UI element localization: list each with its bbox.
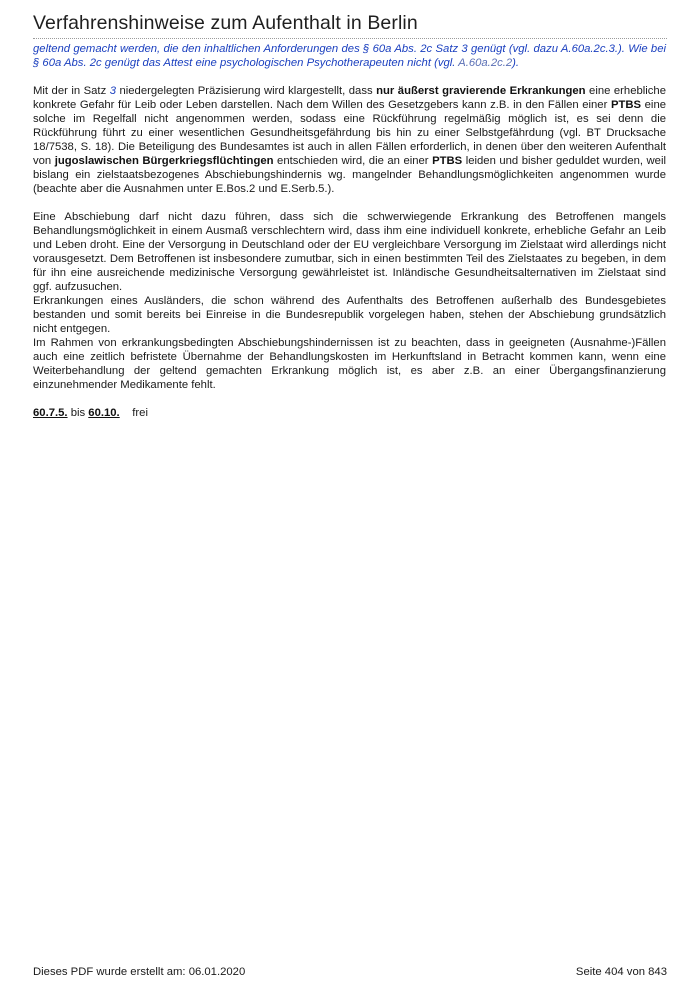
satz-number-link[interactable]: 3 [109,85,116,97]
footer-created-date: Dieses PDF wurde erstellt am: 06.01.2020 [33,966,246,978]
paragraph-behandlungskosten: Im Rahmen von erkrankungsbedingten Abschiebungshindernissen ist zu beachten, dass in geeigneten (Ausnahme-)Fällen auch eine zeitlich befristete Übernahme der Behandlungskosten im Herkunftsland in Betracht kommen kann, wenn eine Weiterbehandlung der geltend gemachten Erkrankung möglich ist, es aber z.B. an einer Übergangsfinanzierung einzunehmender Medikamente fehlt. [33,337,666,391]
emphasis-ptbs: PTBS [432,155,463,167]
section-status-text: frei [132,407,148,419]
spacer [33,70,666,84]
intro-paragraph [33,42,666,70]
section-link-60-10[interactable]: 60.10. [88,407,120,419]
text: eine erhebliche konkrete Gefahr für Leib oder Leben darstellen. Nach dem Willen des Gesetzgebers kann z.B. in den Fällen einer [33,85,666,111]
text: eine solche im Regelfall nicht angenommen werden, sodass eine Rückführung regelmäßig möglich ist, es sei denn die Rückführung führt zu einer wesentlichen Gesundheitsgefährdung bis hin zu einer Selbstgefährdung (vgl. BT Drucksache 18/7538, S. 18). Die Beteiligung des Bundesamtes ist auch in allen Fällen erforderlich, in denen über den weiteren Aufenthalt von [33,99,667,167]
emphasis-gravierende-erkrankungen: nur äußerst gravierende Erkrankungen [376,85,586,97]
text: Mit der in Satz [33,85,110,97]
emphasis-ptbs: PTBS [610,99,642,111]
section-bis-text: bis [67,407,89,419]
section-link-60-7-5[interactable]: 60.7.5. [33,407,68,419]
spacer [33,196,666,210]
section-status [120,407,148,419]
intro-text: geltend gemacht werden, die den inhaltlichen Anforderungen des § 60a Abs. 2c Satz 3 genügt (vgl. dazu A.60a.2c.3.). Wie bei § 60a Abs. 2c genügt das Attest eine psychologischen Psychotherapeuten nicht (vgl. [33,43,666,69]
page-header-title: Verfahrenshinweise zum Aufenthalt in Berlin [33,12,418,34]
text: leiden und bisher geduldet wurden, weil bislang ein zielstaatsbezogenes Abschiebungshindernis wg. mangelnder Behandlungsmöglichkeiten angenommen wurde (beachte aber die Ausnahmen unter E.Bos.2 und E.Serb.5.). [33,155,666,195]
text: niedergelegten Präzisierung wird klargestellt, dass [116,85,377,97]
document-body [33,42,666,420]
paragraph-erkrankungen: Erkrankungen eines Ausländers, die schon während des Aufenthalts des Betroffenen außerhalb des Bundesgebietes bestanden und somit bereits bei Einreise in die Bundesrepublik vorgelegen haben, stehen der Abschiebung grundsätzlich nicht entgegen. [33,295,666,335]
emphasis-buergerkriegsfluechtlinge: jugoslawischen Bürgerkriegsflüchtingen [54,155,274,167]
paragraph-satz3 [33,84,666,196]
header-divider [33,38,667,39]
intro-reference-link[interactable]: A.60a.2c.2 [458,57,513,69]
paragraph-abschiebung: Eine Abschiebung darf nicht dazu führen, dass sich die schwerwiegende Erkrankung des Betroffenen mangels Behandlungsmöglichkeit in einem Ausmaß verschlechtern wird, dass ihm eine individuell konkrete, erhebliche Gefahr an Leib und Leben droht. Eine der Versorgung in Deutschland oder der EU vergleichbare Versorgung im Zielstaat wird allerdings nicht vorausgesetzt. Dem Betroffenen ist insbesondere zumutbar, sich in einen bestimmten Teil des Zielstaates zu begeben, in dem für ihn eine ausreichende medizinische Versorgung gewährleistet ist. Inländische Gesundheitsalternativen im Zielstaat sind ggf. aufzusuchen. [33,211,666,293]
text: entschieden wird, die an einer [273,155,433,167]
section-range-line [33,406,666,420]
spacer [33,392,666,406]
intro-text-end: ). [512,57,520,69]
footer-page-number: Seite 404 von 843 [575,966,667,978]
